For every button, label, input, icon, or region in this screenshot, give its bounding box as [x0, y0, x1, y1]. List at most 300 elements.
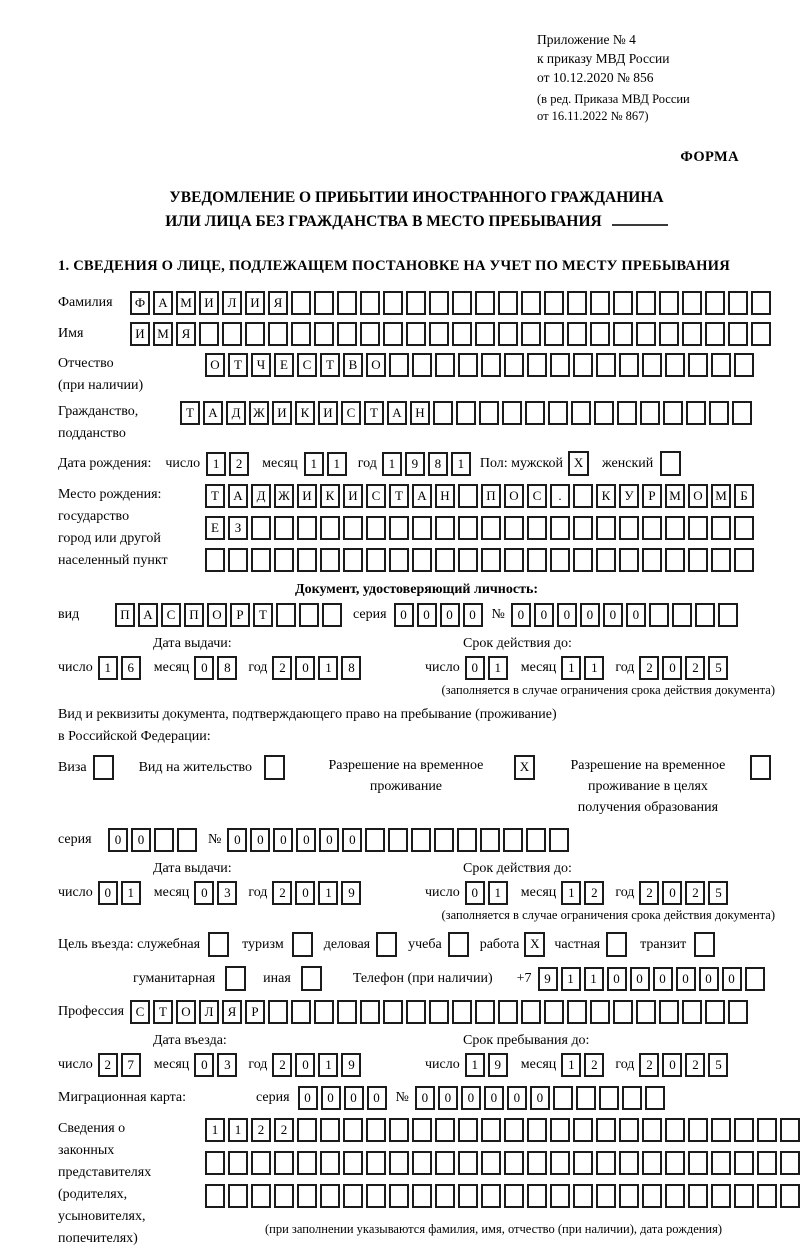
form-cell[interactable]	[550, 1118, 570, 1142]
form-cell[interactable]: П	[115, 603, 135, 627]
form-cell[interactable]	[320, 1184, 340, 1208]
form-cell[interactable]: 5	[708, 881, 728, 905]
form-cell[interactable]: 1	[451, 452, 471, 476]
form-cell[interactable]: 2	[584, 1053, 604, 1077]
form-cell[interactable]	[596, 516, 616, 540]
form-cell[interactable]	[665, 1184, 685, 1208]
form-cell[interactable]: 0	[319, 828, 339, 852]
form-cell[interactable]: .	[550, 484, 570, 508]
form-cell[interactable]: У	[619, 484, 639, 508]
form-cell[interactable]	[452, 291, 472, 315]
form-cell[interactable]: 2	[685, 1053, 705, 1077]
form-cell[interactable]	[276, 603, 296, 627]
form-cell[interactable]	[337, 322, 357, 346]
form-cell[interactable]	[527, 353, 547, 377]
form-cell[interactable]	[502, 401, 522, 425]
form-cell[interactable]: 0	[108, 828, 128, 852]
checkbox-purpose-work[interactable]	[524, 932, 548, 957]
form-cell[interactable]	[573, 1151, 593, 1175]
form-cell[interactable]: 2	[639, 1053, 659, 1077]
form-cell[interactable]	[745, 967, 765, 991]
form-cell[interactable]	[544, 1000, 564, 1024]
form-cell[interactable]	[435, 1184, 455, 1208]
legal-rep-cells-row1[interactable]	[205, 1118, 800, 1142]
form-cell[interactable]	[452, 1000, 472, 1024]
form-cell[interactable]	[757, 1151, 777, 1175]
form-cell[interactable]: 0	[662, 656, 682, 680]
form-cell[interactable]	[705, 322, 725, 346]
stay-day-cells[interactable]	[465, 1053, 511, 1077]
form-cell[interactable]	[389, 353, 409, 377]
form-cell[interactable]	[705, 291, 725, 315]
form-cell[interactable]	[366, 548, 386, 572]
form-cell[interactable]	[619, 353, 639, 377]
form-cell[interactable]: М	[665, 484, 685, 508]
form-cell[interactable]	[728, 291, 748, 315]
form-cell[interactable]: 0	[630, 967, 650, 991]
form-cell[interactable]	[711, 353, 731, 377]
form-cell[interactable]	[622, 1086, 642, 1110]
form-cell[interactable]	[504, 1151, 524, 1175]
form-cell[interactable]: М	[176, 291, 196, 315]
form-cell[interactable]	[694, 932, 715, 957]
doc-valid-month-cells[interactable]	[561, 656, 607, 680]
doc-issue-month-cells[interactable]	[194, 656, 240, 680]
form-cell[interactable]	[389, 1151, 409, 1175]
form-cell[interactable]	[291, 322, 311, 346]
form-cell[interactable]	[527, 548, 547, 572]
form-cell[interactable]	[337, 1000, 357, 1024]
form-cell[interactable]	[154, 828, 174, 852]
form-cell[interactable]: 1	[584, 656, 604, 680]
form-cell[interactable]	[606, 932, 627, 957]
form-cell[interactable]	[686, 401, 706, 425]
form-cell[interactable]: К	[320, 484, 340, 508]
form-cell[interactable]: 0	[298, 1086, 318, 1110]
form-cell[interactable]	[549, 828, 569, 852]
patronymic-cells[interactable]	[205, 353, 757, 377]
form-cell[interactable]: О	[205, 353, 225, 377]
form-cell[interactable]	[479, 401, 499, 425]
form-cell[interactable]	[376, 932, 397, 957]
form-cell[interactable]: Т	[228, 353, 248, 377]
form-cell[interactable]	[343, 1118, 363, 1142]
form-cell[interactable]	[590, 322, 610, 346]
form-cell[interactable]	[573, 1118, 593, 1142]
entry-month-cells[interactable]	[194, 1053, 240, 1077]
form-cell[interactable]	[649, 603, 669, 627]
form-cell[interactable]	[452, 322, 472, 346]
doc-series-cells[interactable]	[394, 603, 486, 627]
checkbox-purpose-humanitarian[interactable]	[225, 966, 249, 991]
form-cell[interactable]	[458, 1118, 478, 1142]
checkbox-residence-permit[interactable]	[264, 755, 288, 780]
form-cell[interactable]	[544, 291, 564, 315]
res-valid-day-cells[interactable]	[465, 881, 511, 905]
birth-place-cells-row1[interactable]	[205, 484, 757, 508]
form-cell[interactable]	[642, 548, 662, 572]
form-cell[interactable]	[433, 401, 453, 425]
res-series-cells[interactable]	[108, 828, 200, 852]
form-cell[interactable]: С	[130, 1000, 150, 1024]
form-cell[interactable]	[245, 322, 265, 346]
form-cell[interactable]	[682, 1000, 702, 1024]
form-cell[interactable]	[619, 1184, 639, 1208]
form-cell[interactable]	[435, 353, 455, 377]
form-cell[interactable]	[343, 1151, 363, 1175]
form-cell[interactable]: Е	[205, 516, 225, 540]
form-cell[interactable]	[297, 548, 317, 572]
form-cell[interactable]	[527, 516, 547, 540]
form-cell[interactable]	[695, 603, 715, 627]
form-cell[interactable]	[320, 516, 340, 540]
form-cell[interactable]	[343, 1184, 363, 1208]
form-cell[interactable]: 9	[538, 967, 558, 991]
form-cell[interactable]: Т	[253, 603, 273, 627]
form-cell[interactable]: А	[203, 401, 223, 425]
form-cell[interactable]	[711, 548, 731, 572]
checkbox-sex-male[interactable]	[568, 451, 592, 476]
form-cell[interactable]: Д	[226, 401, 246, 425]
form-cell[interactable]: 0	[394, 603, 414, 627]
form-cell[interactable]: 1	[98, 656, 118, 680]
form-cell[interactable]: Ф	[130, 291, 150, 315]
form-cell[interactable]	[251, 548, 271, 572]
birth-place-cells-row3[interactable]	[205, 548, 757, 572]
form-cell[interactable]	[251, 516, 271, 540]
birth-day-cells[interactable]	[206, 452, 252, 476]
form-cell[interactable]	[642, 1151, 662, 1175]
form-cell[interactable]	[481, 1184, 501, 1208]
form-cell[interactable]	[475, 322, 495, 346]
form-cell[interactable]: 0	[131, 828, 151, 852]
birth-month-cells[interactable]	[304, 452, 350, 476]
form-cell[interactable]	[383, 291, 403, 315]
form-cell[interactable]: 1	[318, 656, 338, 680]
form-cell[interactable]	[475, 291, 495, 315]
form-cell[interactable]	[780, 1184, 800, 1208]
form-cell[interactable]: 3	[217, 881, 237, 905]
form-cell[interactable]: 1	[382, 452, 402, 476]
form-cell[interactable]: Р	[245, 1000, 265, 1024]
form-cell[interactable]	[711, 1118, 731, 1142]
form-cell[interactable]: О	[688, 484, 708, 508]
stay-year-cells[interactable]	[639, 1053, 731, 1077]
form-cell[interactable]	[320, 1151, 340, 1175]
form-cell[interactable]: 0	[98, 881, 118, 905]
form-cell[interactable]: 0	[273, 828, 293, 852]
checkbox-sex-female[interactable]	[660, 451, 684, 476]
form-cell[interactable]	[613, 322, 633, 346]
form-cell[interactable]	[406, 1000, 426, 1024]
form-cell[interactable]	[573, 1184, 593, 1208]
form-cell[interactable]	[228, 1151, 248, 1175]
form-cell[interactable]: 1	[561, 1053, 581, 1077]
form-cell[interactable]	[314, 291, 334, 315]
form-cell[interactable]: А	[228, 484, 248, 508]
form-cell[interactable]	[389, 1184, 409, 1208]
form-cell[interactable]	[297, 516, 317, 540]
form-cell[interactable]	[659, 291, 679, 315]
form-cell[interactable]: 1	[206, 452, 226, 476]
form-cell[interactable]	[659, 1000, 679, 1024]
form-cell[interactable]: 0	[465, 656, 485, 680]
form-cell[interactable]	[550, 1184, 570, 1208]
form-cell[interactable]	[383, 322, 403, 346]
form-cell[interactable]	[498, 1000, 518, 1024]
form-cell[interactable]: Е	[274, 353, 294, 377]
form-cell[interactable]: Т	[205, 484, 225, 508]
form-cell[interactable]	[728, 322, 748, 346]
checkbox-purpose-business[interactable]	[376, 932, 400, 957]
form-cell[interactable]: 1	[584, 967, 604, 991]
surname-cells[interactable]	[130, 291, 774, 315]
form-cell[interactable]: П	[481, 484, 501, 508]
form-cell[interactable]	[264, 755, 285, 780]
form-cell[interactable]	[718, 603, 738, 627]
form-cell[interactable]: 2	[251, 1118, 271, 1142]
form-cell[interactable]	[573, 484, 593, 508]
form-cell[interactable]: А	[387, 401, 407, 425]
form-cell[interactable]	[567, 1000, 587, 1024]
form-cell[interactable]	[291, 291, 311, 315]
form-cell[interactable]	[268, 322, 288, 346]
form-cell[interactable]: П	[184, 603, 204, 627]
form-cell[interactable]	[734, 1151, 754, 1175]
doc-valid-year-cells[interactable]	[639, 656, 731, 680]
form-cell[interactable]: 2	[639, 881, 659, 905]
form-cell[interactable]	[388, 828, 408, 852]
form-cell[interactable]	[320, 548, 340, 572]
form-cell[interactable]	[550, 1151, 570, 1175]
form-cell[interactable]: 8	[217, 656, 237, 680]
form-cell[interactable]: В	[343, 353, 363, 377]
form-cell[interactable]: 2	[685, 656, 705, 680]
form-cell[interactable]: Л	[222, 291, 242, 315]
form-cell[interactable]: 2	[272, 656, 292, 680]
form-cell[interactable]	[596, 548, 616, 572]
form-cell[interactable]: 0	[440, 603, 460, 627]
form-cell[interactable]	[498, 291, 518, 315]
form-cell[interactable]: Б	[734, 484, 754, 508]
form-cell[interactable]: 0	[699, 967, 719, 991]
form-cell[interactable]	[448, 932, 469, 957]
given-name-cells[interactable]	[130, 322, 774, 346]
form-cell[interactable]	[751, 322, 771, 346]
doc-issue-day-cells[interactable]	[98, 656, 144, 680]
form-cell[interactable]	[205, 1151, 225, 1175]
form-cell[interactable]	[406, 291, 426, 315]
form-cell[interactable]	[366, 1184, 386, 1208]
form-cell[interactable]	[481, 516, 501, 540]
form-cell[interactable]	[660, 451, 681, 476]
mig-series-cells[interactable]	[298, 1086, 390, 1110]
form-cell[interactable]	[177, 828, 197, 852]
res-valid-month-cells[interactable]	[561, 881, 607, 905]
form-cell[interactable]	[292, 932, 313, 957]
form-cell[interactable]	[481, 353, 501, 377]
form-cell[interactable]	[435, 548, 455, 572]
form-cell[interactable]	[228, 548, 248, 572]
form-cell[interactable]: 9	[341, 881, 361, 905]
form-cell[interactable]	[659, 322, 679, 346]
form-cell[interactable]: Р	[230, 603, 250, 627]
form-cell[interactable]	[734, 548, 754, 572]
checkbox-purpose-other[interactable]	[301, 966, 325, 991]
form-cell[interactable]	[642, 1118, 662, 1142]
form-cell[interactable]	[274, 516, 294, 540]
form-cell[interactable]	[527, 1151, 547, 1175]
form-cell[interactable]	[567, 322, 587, 346]
form-cell[interactable]: 0	[603, 603, 623, 627]
form-cell[interactable]: 2	[639, 656, 659, 680]
form-cell[interactable]	[728, 1000, 748, 1024]
form-cell[interactable]	[757, 1184, 777, 1208]
form-cell[interactable]	[682, 291, 702, 315]
form-cell[interactable]: Ж	[249, 401, 269, 425]
form-cell[interactable]	[457, 828, 477, 852]
form-cell[interactable]: С	[297, 353, 317, 377]
checkbox-purpose-tourism[interactable]	[292, 932, 316, 957]
form-cell[interactable]	[322, 603, 342, 627]
form-cell[interactable]: Я	[268, 291, 288, 315]
form-cell[interactable]	[665, 1151, 685, 1175]
form-cell[interactable]	[412, 1184, 432, 1208]
res-issue-month-cells[interactable]	[194, 881, 240, 905]
form-cell[interactable]	[251, 1184, 271, 1208]
form-cell[interactable]: 1	[228, 1118, 248, 1142]
form-cell[interactable]	[571, 401, 591, 425]
form-cell[interactable]	[732, 401, 752, 425]
form-cell[interactable]: 0	[417, 603, 437, 627]
form-cell[interactable]: 5	[708, 656, 728, 680]
form-cell[interactable]	[504, 548, 524, 572]
form-cell[interactable]	[640, 401, 660, 425]
form-cell[interactable]: 1	[488, 881, 508, 905]
form-cell[interactable]: М	[153, 322, 173, 346]
form-cell[interactable]	[383, 1000, 403, 1024]
form-cell[interactable]: Т	[153, 1000, 173, 1024]
form-cell[interactable]: 0	[626, 603, 646, 627]
form-cell[interactable]: О	[176, 1000, 196, 1024]
form-cell[interactable]: Я	[222, 1000, 242, 1024]
form-cell[interactable]	[205, 1184, 225, 1208]
form-cell[interactable]	[366, 1118, 386, 1142]
form-cell[interactable]	[594, 401, 614, 425]
legal-rep-cells-row3[interactable]	[205, 1184, 800, 1208]
form-cell[interactable]	[665, 516, 685, 540]
form-cell[interactable]	[734, 353, 754, 377]
form-cell[interactable]	[636, 291, 656, 315]
form-cell[interactable]: X	[568, 451, 589, 476]
form-cell[interactable]	[251, 1151, 271, 1175]
form-cell[interactable]: 1	[304, 452, 324, 476]
res-issue-year-cells[interactable]	[272, 881, 364, 905]
form-cell[interactable]	[709, 401, 729, 425]
res-number-cells[interactable]	[227, 828, 572, 852]
entry-year-cells[interactable]	[272, 1053, 364, 1077]
form-cell[interactable]	[619, 1151, 639, 1175]
checkbox-purpose-transit[interactable]	[694, 932, 718, 957]
form-cell[interactable]: 2	[98, 1053, 118, 1077]
form-cell[interactable]: 0	[484, 1086, 504, 1110]
form-cell[interactable]	[734, 516, 754, 540]
form-cell[interactable]	[429, 1000, 449, 1024]
form-cell[interactable]: 0	[507, 1086, 527, 1110]
checkbox-purpose-private[interactable]	[606, 932, 630, 957]
doc-type-cells[interactable]	[115, 603, 345, 627]
form-cell[interactable]	[435, 516, 455, 540]
form-cell[interactable]	[688, 516, 708, 540]
form-cell[interactable]: 7	[121, 1053, 141, 1077]
form-cell[interactable]	[665, 1118, 685, 1142]
form-cell[interactable]	[481, 1118, 501, 1142]
form-cell[interactable]	[205, 548, 225, 572]
form-cell[interactable]	[434, 828, 454, 852]
form-cell[interactable]: Р	[642, 484, 662, 508]
form-cell[interactable]: 0	[415, 1086, 435, 1110]
form-cell[interactable]	[642, 353, 662, 377]
form-cell[interactable]: И	[297, 484, 317, 508]
form-cell[interactable]: А	[153, 291, 173, 315]
form-cell[interactable]: 0	[511, 603, 531, 627]
checkbox-purpose-official[interactable]	[208, 932, 232, 957]
form-cell[interactable]: К	[295, 401, 315, 425]
legal-rep-cells-row2[interactable]	[205, 1151, 800, 1175]
form-cell[interactable]	[458, 1184, 478, 1208]
form-cell[interactable]: 0	[676, 967, 696, 991]
form-cell[interactable]	[343, 548, 363, 572]
form-cell[interactable]	[365, 828, 385, 852]
form-cell[interactable]	[590, 291, 610, 315]
form-cell[interactable]: 0	[194, 1053, 214, 1077]
form-cell[interactable]: Т	[389, 484, 409, 508]
form-cell[interactable]: С	[161, 603, 181, 627]
form-cell[interactable]: 0	[295, 1053, 315, 1077]
form-cell[interactable]	[274, 548, 294, 572]
birth-place-cells-row2[interactable]	[205, 516, 757, 540]
form-cell[interactable]: 0	[342, 828, 362, 852]
form-cell[interactable]	[406, 322, 426, 346]
form-cell[interactable]: 1	[318, 881, 338, 905]
form-cell[interactable]: И	[318, 401, 338, 425]
form-cell[interactable]: И	[272, 401, 292, 425]
form-cell[interactable]	[645, 1086, 665, 1110]
form-cell[interactable]: 0	[580, 603, 600, 627]
form-cell[interactable]	[458, 484, 478, 508]
form-cell[interactable]	[734, 1184, 754, 1208]
doc-valid-day-cells[interactable]	[465, 656, 511, 680]
form-cell[interactable]: 0	[227, 828, 247, 852]
form-cell[interactable]	[480, 828, 500, 852]
form-cell[interactable]	[573, 353, 593, 377]
form-cell[interactable]: 0	[463, 603, 483, 627]
form-cell[interactable]: К	[596, 484, 616, 508]
form-cell[interactable]: 0	[465, 881, 485, 905]
form-cell[interactable]: И	[130, 322, 150, 346]
form-cell[interactable]	[527, 1184, 547, 1208]
form-cell[interactable]	[619, 548, 639, 572]
form-cell[interactable]	[412, 1118, 432, 1142]
form-cell[interactable]	[573, 548, 593, 572]
form-cell[interactable]: 6	[121, 656, 141, 680]
form-cell[interactable]	[297, 1151, 317, 1175]
form-cell[interactable]: О	[504, 484, 524, 508]
form-cell[interactable]: 0	[607, 967, 627, 991]
form-cell[interactable]	[527, 1118, 547, 1142]
form-cell[interactable]: 1	[205, 1118, 225, 1142]
mig-number-cells[interactable]	[415, 1086, 668, 1110]
